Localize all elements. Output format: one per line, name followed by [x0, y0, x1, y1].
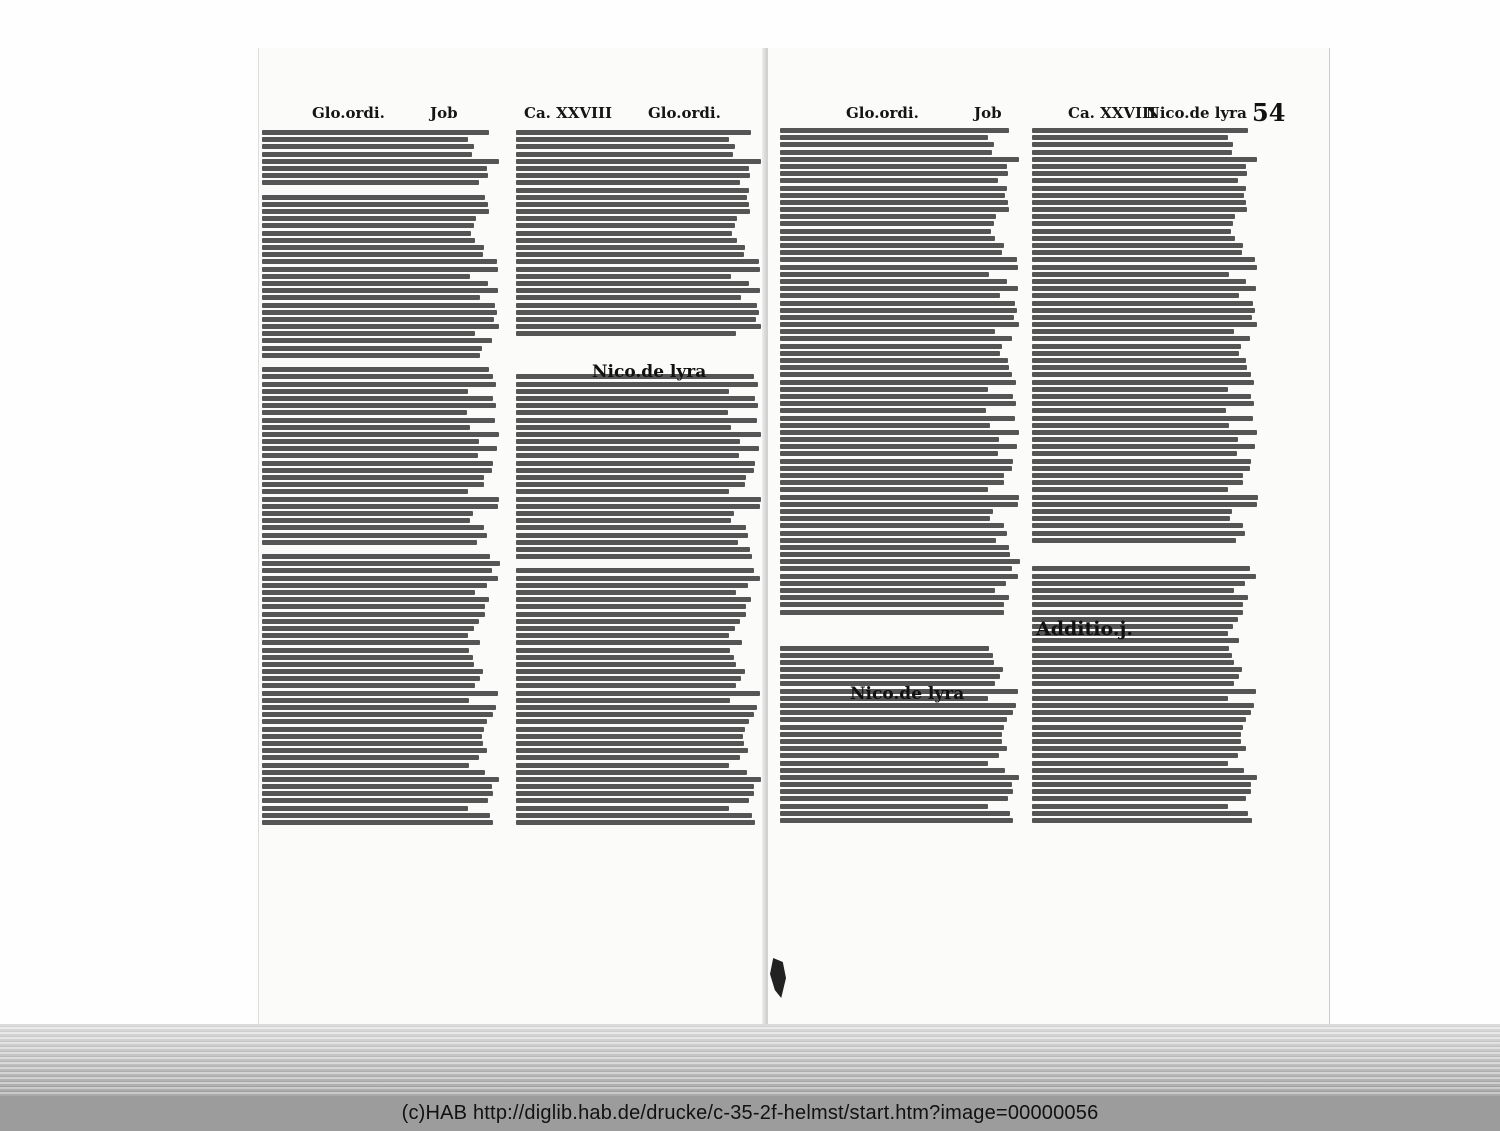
text-line: [780, 466, 1012, 471]
text-line: [1032, 221, 1233, 226]
text-line: [516, 619, 740, 624]
text-line: [1032, 164, 1246, 169]
text-line: [780, 545, 1009, 550]
text-line: [262, 633, 468, 638]
text-line: [1032, 229, 1231, 234]
text-line: [516, 317, 756, 322]
text-line: [262, 648, 469, 653]
left-header-book: Job: [430, 104, 458, 122]
text-line: [1032, 739, 1241, 744]
text-line: [262, 604, 485, 609]
text-line: [780, 789, 1013, 794]
text-line: [262, 130, 489, 135]
attribution-text: (c)HAB http://diglib.hab.de/drucke/c-35-2f-helmst/start.htm?image=00000056: [401, 1102, 1099, 1124]
text-line: [1032, 207, 1247, 212]
text-line: [1032, 796, 1246, 801]
text-line: [1032, 782, 1251, 787]
text-line: [516, 719, 749, 724]
text-line: [516, 195, 747, 200]
text-line: [516, 511, 734, 516]
text-line: [780, 796, 1008, 801]
text-line: [780, 602, 1004, 607]
text-line: [780, 725, 1004, 730]
text-line: [780, 142, 994, 147]
text-line: [516, 547, 750, 552]
text-line: [780, 509, 993, 514]
text-line: [262, 777, 499, 782]
text-line: [1032, 293, 1239, 298]
text-line: [1032, 236, 1235, 241]
text-line: [1032, 243, 1243, 248]
text-line: [516, 188, 749, 193]
text-line: [780, 753, 999, 758]
text-line: [516, 245, 745, 250]
text-line: [1032, 380, 1254, 385]
text-line: [1032, 372, 1251, 377]
attribution-bar: [0, 1096, 1500, 1131]
text-line: [516, 705, 757, 710]
text-line: [1032, 444, 1255, 449]
text-line: [780, 739, 1002, 744]
text-line: [1032, 610, 1243, 615]
text-line: [262, 137, 468, 142]
text-line: [1032, 818, 1252, 823]
text-line: [516, 446, 759, 451]
text-line: [516, 683, 736, 688]
text-line: [1032, 265, 1257, 270]
text-line: [1032, 157, 1257, 162]
text-line: [516, 281, 749, 286]
text-line: [1032, 653, 1232, 658]
text-line: [780, 552, 1010, 557]
text-line: [262, 734, 482, 739]
text-line: [1032, 538, 1236, 543]
text-line: [262, 662, 474, 667]
text-line: [1032, 308, 1255, 313]
text-line: [1032, 689, 1256, 694]
text-line: [780, 531, 1007, 536]
text-line: [262, 820, 493, 825]
text-line: [1032, 581, 1245, 586]
text-line: [516, 518, 731, 523]
text-line: [1032, 588, 1234, 593]
text-line: [780, 480, 1004, 485]
text-line: [1032, 150, 1232, 155]
left-main-text-column: [424, 178, 524, 598]
text-line: [262, 770, 485, 775]
text-line: [1032, 523, 1243, 528]
text-line: [516, 475, 746, 480]
text-line: [1032, 322, 1257, 327]
text-line: [1032, 301, 1253, 306]
text-line: [516, 497, 761, 502]
text-line: [516, 403, 758, 408]
left-header-chapter: Ca. XXVIII: [524, 104, 613, 122]
text-line: [516, 439, 740, 444]
text-line: [1032, 804, 1228, 809]
text-line: [780, 617, 999, 622]
text-line: [1032, 459, 1251, 464]
text-line: [780, 717, 1007, 722]
text-line: [1032, 408, 1226, 413]
text-line: [780, 631, 988, 636]
text-line: [1032, 502, 1257, 507]
text-line: [780, 581, 1006, 586]
text-line: [516, 784, 754, 789]
text-line: [516, 152, 733, 157]
text-line: [516, 338, 753, 343]
text-line: [516, 561, 762, 566]
text-line: [780, 150, 992, 155]
text-line: [780, 674, 1000, 679]
text-line: [780, 495, 1019, 500]
text-line: [780, 804, 988, 809]
text-line: [1032, 495, 1258, 500]
text-line: [1032, 531, 1245, 536]
text-line: [262, 791, 493, 796]
text-line: [1032, 559, 1258, 564]
text-line: [516, 295, 741, 300]
text-line: [516, 676, 741, 681]
text-line: [516, 698, 730, 703]
text-line: [516, 461, 755, 466]
text-line: [516, 418, 757, 423]
text-line: [1032, 387, 1228, 392]
text-line: [1032, 279, 1246, 284]
text-line: [780, 523, 1004, 528]
text-line: [1032, 566, 1250, 571]
text-line: [780, 610, 1004, 615]
right-header-chapter: Ca. XXVIII: [1068, 104, 1157, 122]
right-main-text-column: [858, 178, 1008, 453]
text-line: [780, 818, 1013, 823]
text-line: [780, 660, 994, 665]
text-line: [1032, 703, 1254, 708]
text-line: [516, 691, 760, 696]
text-line: [516, 741, 744, 746]
text-line: [516, 540, 738, 545]
text-line: [1032, 574, 1256, 579]
right-header-gloss-left: Glo.ordi.: [846, 104, 919, 122]
text-line: [516, 144, 735, 149]
left-header-gloss-right: Glo.ordi.: [648, 104, 721, 122]
text-line: [1032, 674, 1239, 679]
text-line: [516, 712, 754, 717]
text-line: [262, 691, 498, 696]
text-line: [1032, 358, 1246, 363]
right-gloss-column-2: [1032, 128, 1258, 833]
text-line: [780, 588, 995, 593]
addition-label: Additio.j.: [1036, 618, 1133, 640]
text-line: [262, 683, 475, 688]
text-line: [262, 727, 484, 732]
text-line: [516, 504, 760, 509]
left-header-gloss-left: Glo.ordi.: [312, 104, 385, 122]
text-line: [1032, 789, 1251, 794]
text-line: [516, 633, 729, 638]
text-line: [780, 710, 1013, 715]
text-line: [516, 346, 743, 351]
text-line: [516, 468, 754, 473]
text-line: [516, 425, 731, 430]
text-line: [516, 238, 737, 243]
text-line: [516, 137, 729, 142]
text-line: [516, 525, 746, 530]
text-line: [1032, 732, 1241, 737]
text-line: [1032, 710, 1251, 715]
text-line: [1032, 681, 1234, 686]
text-line: [262, 166, 487, 171]
text-line: [1032, 272, 1229, 277]
text-line: [262, 748, 487, 753]
text-line: [262, 159, 499, 164]
text-line: [516, 554, 752, 559]
text-line: [516, 223, 735, 228]
text-line: [1032, 696, 1228, 701]
text-line: [516, 288, 760, 293]
text-line: [1032, 509, 1232, 514]
text-line: [516, 166, 749, 171]
text-line: [516, 274, 731, 279]
text-line: [1032, 725, 1243, 730]
text-line: [1032, 365, 1247, 370]
text-line: [262, 640, 480, 645]
text-line: [1032, 717, 1246, 722]
text-line: [1032, 646, 1229, 651]
text-line: [780, 782, 1012, 787]
text-line: [516, 303, 757, 308]
text-line: [516, 655, 734, 660]
text-line: [780, 502, 1018, 507]
text-line: [780, 775, 1019, 780]
text-line: [262, 755, 479, 760]
text-line: [516, 798, 749, 803]
text-line: [516, 130, 751, 135]
text-line: [1032, 595, 1248, 600]
scanner-bed-strip: [0, 1024, 1500, 1096]
text-line: [1032, 516, 1230, 521]
text-line: [262, 798, 488, 803]
left-gloss-column-2: [516, 130, 762, 835]
text-line: [516, 389, 729, 394]
right-header-commentator: Nico.de lyra: [1146, 104, 1247, 122]
text-line: [1032, 257, 1255, 262]
text-line: [1032, 602, 1243, 607]
text-line: [1032, 667, 1242, 672]
text-line: [1032, 473, 1243, 478]
text-line: [516, 590, 736, 595]
text-line: [516, 267, 760, 272]
left-section-title: Nico.de lyra: [592, 362, 707, 382]
text-line: [262, 705, 496, 710]
text-line: [780, 653, 993, 658]
text-line: [1032, 193, 1244, 198]
right-running-header: [846, 104, 1256, 128]
text-line: [1032, 545, 1247, 550]
text-line: [516, 576, 760, 581]
text-line: [1032, 178, 1238, 183]
text-line: [262, 676, 480, 681]
text-line: [1032, 761, 1228, 766]
text-line: [780, 638, 1000, 643]
text-line: [1032, 315, 1252, 320]
text-line: [780, 487, 988, 492]
text-line: [516, 763, 729, 768]
text-line: [516, 324, 761, 329]
text-line: [516, 755, 740, 760]
text-line: [262, 784, 492, 789]
text-line: [516, 777, 761, 782]
text-line: [1032, 250, 1242, 255]
text-line: [780, 538, 996, 543]
text-line: [780, 811, 1010, 816]
text-line: [516, 310, 759, 315]
text-line: [516, 669, 745, 674]
right-section-title: Nico.de lyra: [850, 684, 965, 704]
text-line: [1032, 200, 1246, 205]
text-line: [1032, 171, 1247, 176]
text-line: [262, 619, 479, 624]
text-line: [516, 159, 761, 164]
text-line: [1032, 487, 1228, 492]
text-line: [780, 732, 1002, 737]
text-line: [1032, 142, 1233, 147]
text-line: [1032, 451, 1237, 456]
text-line: [516, 791, 754, 796]
text-line: [262, 741, 483, 746]
text-line: [780, 128, 1009, 133]
text-line: [1032, 416, 1253, 421]
text-line: [1032, 430, 1257, 435]
text-line: [262, 144, 474, 149]
text-line: [516, 252, 744, 257]
text-line: [262, 763, 469, 768]
text-line: [262, 806, 468, 811]
text-line: [516, 173, 750, 178]
text-line: [262, 152, 472, 157]
text-line: [516, 453, 739, 458]
text-line: [1032, 401, 1254, 406]
text-line: [1032, 135, 1228, 140]
text-line: [1032, 437, 1238, 442]
text-line: [516, 180, 740, 185]
left-running-header: [312, 104, 752, 128]
text-line: [1032, 466, 1250, 471]
text-line: [262, 612, 485, 617]
text-line: [516, 353, 742, 358]
text-line: [516, 748, 748, 753]
text-line: [262, 698, 469, 703]
text-line: [1032, 753, 1238, 758]
text-line: [780, 768, 1005, 773]
text-line: [780, 164, 1007, 169]
text-line: [262, 669, 483, 674]
text-line: [780, 761, 988, 766]
text-line: [516, 806, 729, 811]
text-line: [516, 396, 755, 401]
text-line: [516, 482, 745, 487]
text-line: [262, 719, 487, 724]
text-line: [780, 171, 1008, 176]
text-line: [1032, 394, 1251, 399]
text-line: [1032, 286, 1256, 291]
text-line: [516, 533, 748, 538]
text-line: [516, 597, 751, 602]
text-line: [1032, 423, 1229, 428]
text-line: [780, 473, 1004, 478]
text-line: [780, 135, 988, 140]
text-line: [1032, 480, 1243, 485]
text-line: [1032, 351, 1239, 356]
text-line: [780, 746, 1007, 751]
text-line: [516, 489, 729, 494]
text-line: [1032, 811, 1248, 816]
text-line: [516, 231, 732, 236]
text-line: [516, 727, 745, 732]
text-line: [516, 583, 748, 588]
text-line: [1032, 186, 1246, 191]
text-line: [516, 259, 759, 264]
text-line: [516, 410, 728, 415]
folio-number: 54: [1252, 98, 1286, 127]
text-line: [516, 640, 742, 645]
text-line: [516, 770, 747, 775]
text-line: [1032, 336, 1250, 341]
text-line: [780, 646, 989, 651]
text-line: [516, 202, 749, 207]
text-line: [516, 432, 761, 437]
text-line: [516, 612, 746, 617]
text-line: [516, 820, 755, 825]
text-line: [262, 712, 493, 717]
text-line: [516, 568, 754, 573]
text-line: [1032, 344, 1241, 349]
text-line: [516, 662, 736, 667]
text-line: [1032, 746, 1246, 751]
text-line: [780, 595, 1009, 600]
text-line: [1032, 214, 1235, 219]
text-line: [780, 157, 1019, 162]
text-line: [1032, 768, 1244, 773]
text-line: [516, 331, 736, 336]
text-line: [780, 516, 990, 521]
text-line: [780, 667, 1003, 672]
text-line: [516, 648, 730, 653]
text-line: [1032, 552, 1249, 557]
text-line: [780, 574, 1018, 579]
text-line: [780, 566, 1012, 571]
text-line: [780, 559, 1020, 564]
text-line: [1032, 775, 1257, 780]
text-line: [1032, 660, 1234, 665]
text-line: [516, 382, 758, 387]
text-line: [516, 734, 743, 739]
text-line: [1032, 329, 1234, 334]
text-line: [262, 626, 474, 631]
text-line: [516, 216, 737, 221]
text-line: [262, 813, 490, 818]
right-header-book: Job: [974, 104, 1002, 122]
text-line: [516, 813, 752, 818]
text-line: [516, 209, 750, 214]
text-line: [516, 604, 746, 609]
text-line: [1032, 128, 1248, 133]
text-line: [780, 459, 1013, 464]
text-line: [780, 624, 994, 629]
text-line: [262, 655, 473, 660]
text-line: [516, 626, 735, 631]
